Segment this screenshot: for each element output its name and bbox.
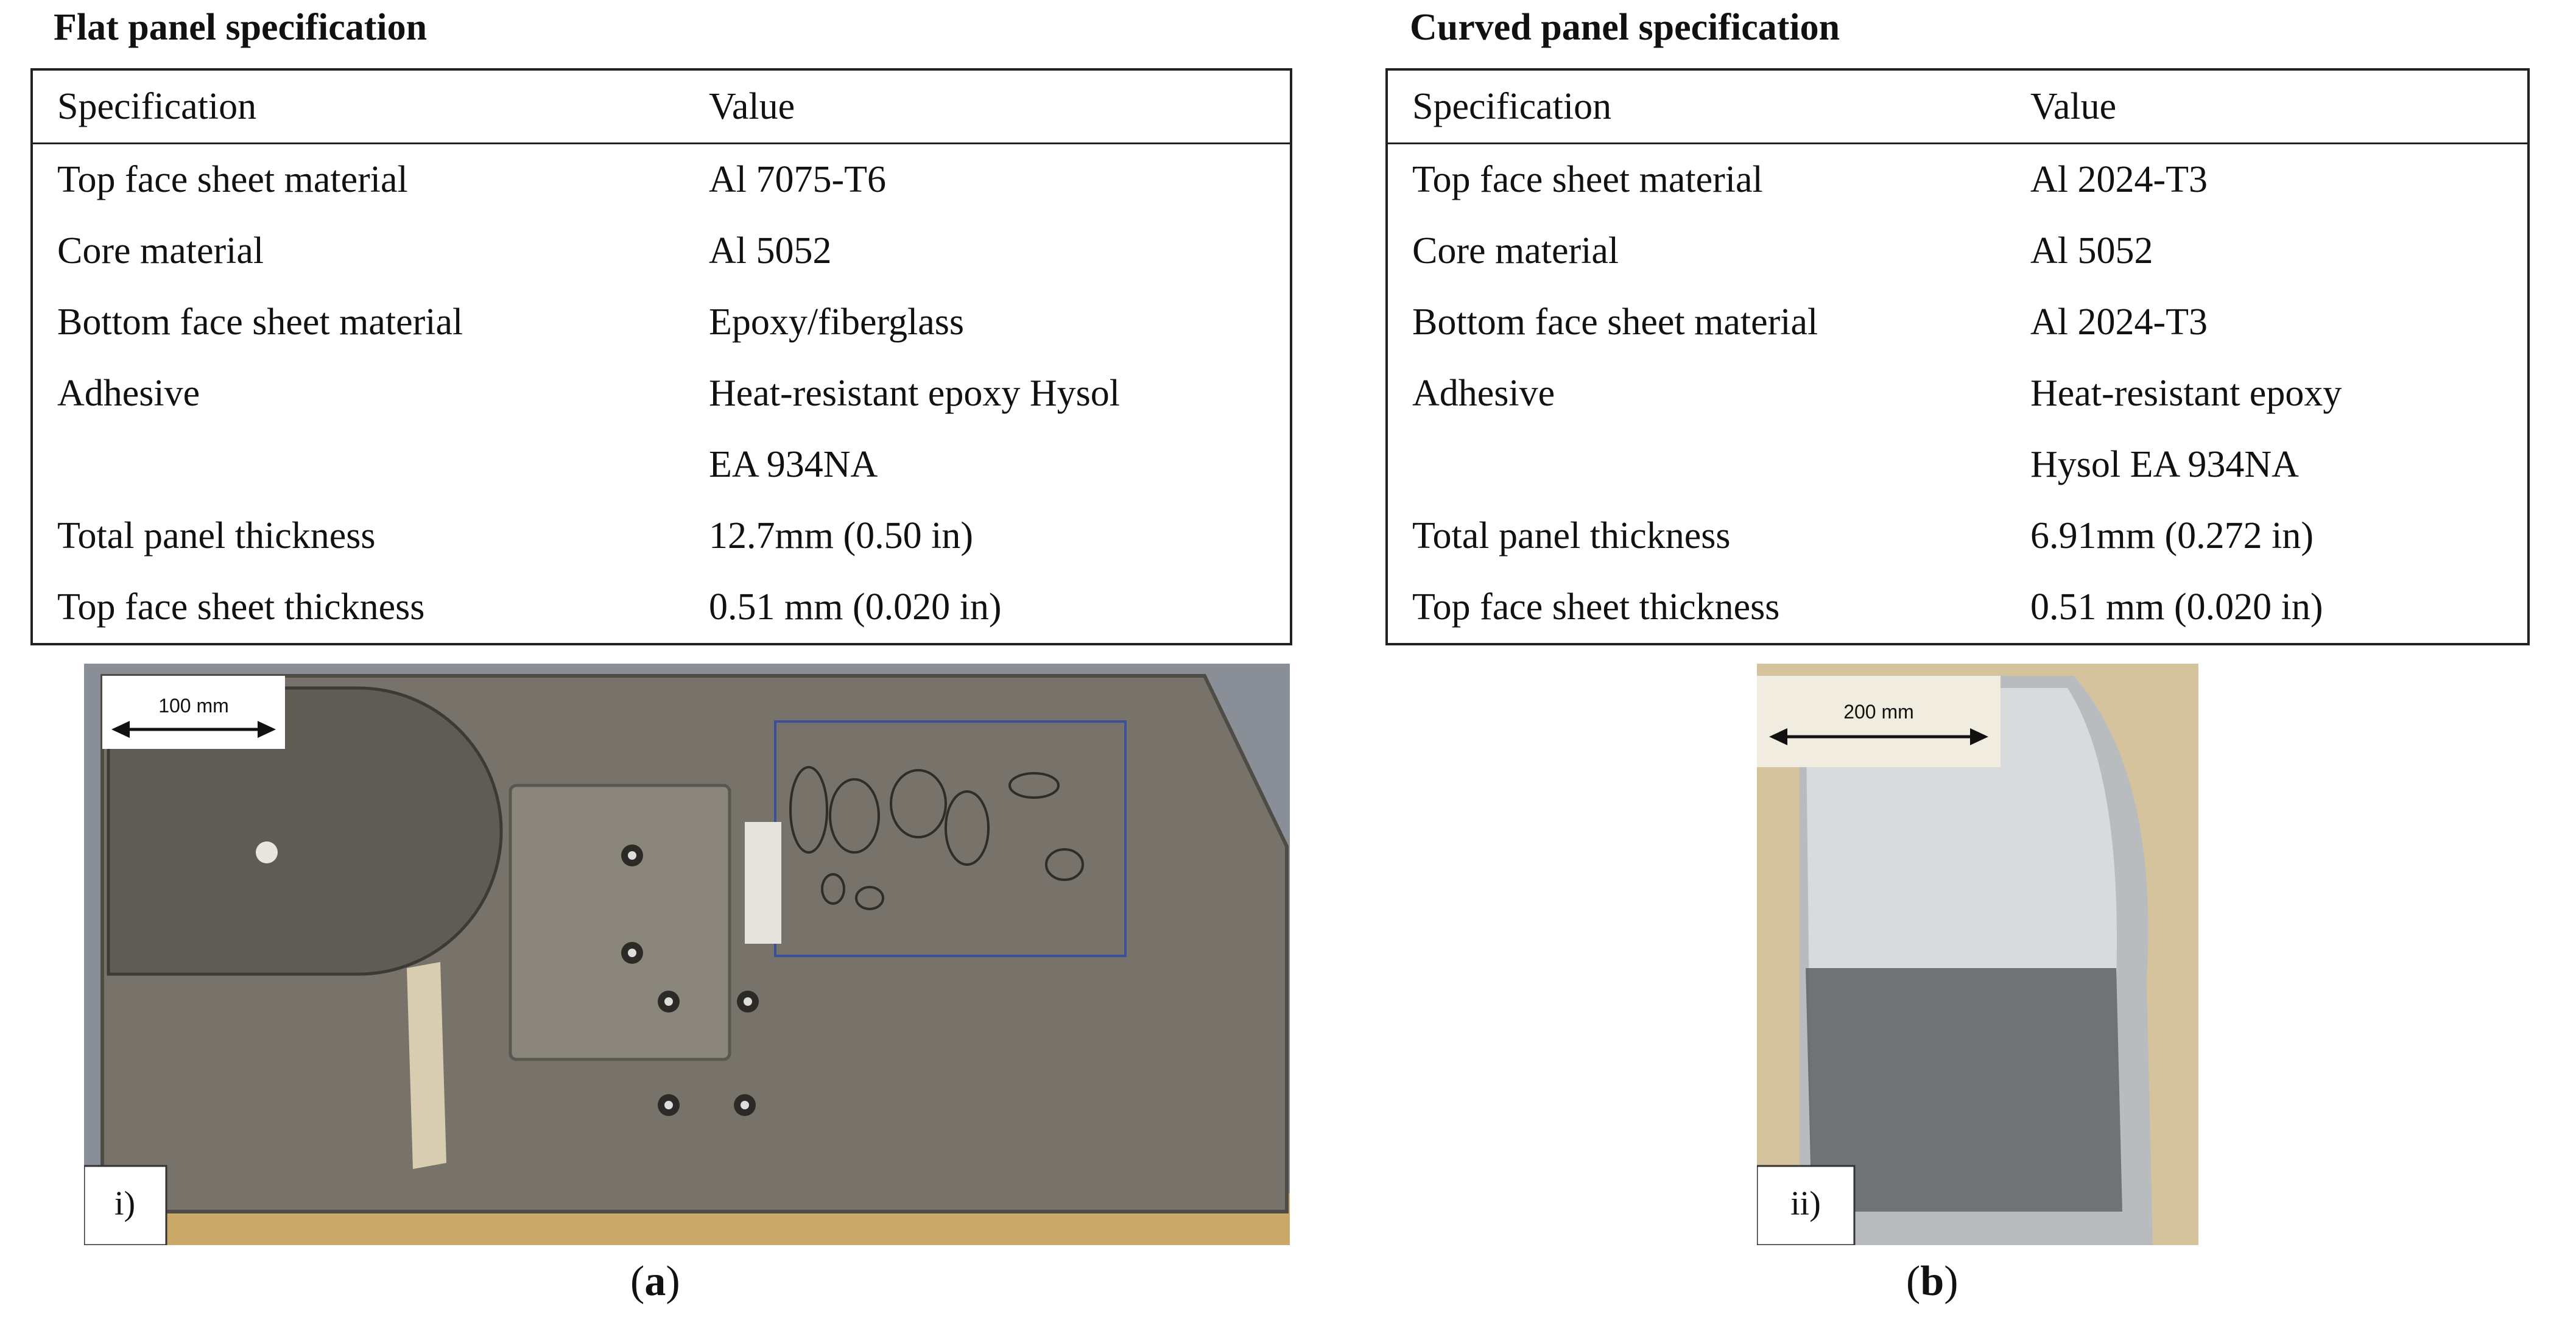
table-row <box>32 429 1291 500</box>
table-row <box>32 358 1291 429</box>
flat-panel-photo <box>84 664 1290 1245</box>
caption-letter: a <box>644 1258 666 1305</box>
spec-cell: Adhesive <box>1412 373 1555 414</box>
table-row <box>1387 216 2528 287</box>
table-row <box>32 216 1291 287</box>
curved-panel-spec-table <box>1385 68 2530 645</box>
table-header-row <box>1387 69 2528 144</box>
table-row <box>32 572 1291 644</box>
spec-cell: Bottom face sheet material <box>57 301 463 343</box>
table-header-row <box>32 69 1291 144</box>
spec-cell: Adhesive <box>57 373 200 414</box>
curved-panel-photo <box>1757 664 2198 1245</box>
figure-label-b <box>1906 1257 1958 1306</box>
spec-cell: Top face sheet material <box>57 159 408 200</box>
value-cell: EA 934NA <box>709 444 878 485</box>
curved-photo-label: ii) <box>1790 1185 1821 1223</box>
table-row <box>1387 144 2528 216</box>
value-cell: Hysol EA 934NA <box>2030 444 2299 485</box>
caption-open: ( <box>1906 1258 1921 1305</box>
flat-panel-spec-table <box>30 68 1292 645</box>
spec-cell: Core material <box>1412 230 1619 272</box>
spec-cell <box>32 429 684 500</box>
flat-panel-illustration <box>84 664 1290 1245</box>
caption-letter: b <box>1920 1258 1944 1305</box>
curved-panel-illustration <box>1757 664 2198 1245</box>
table-row <box>1387 429 2528 500</box>
value-cell: Al 7075-T6 <box>709 159 887 200</box>
spec-cell: Top face sheet thickness <box>57 586 425 628</box>
value-cell: 0.51 mm (0.020 in) <box>2030 586 2323 628</box>
spec-cell: Total panel thickness <box>1412 515 1731 556</box>
value-cell: Heat-resistant epoxy <box>2030 373 2342 414</box>
value-cell: Al 5052 <box>2030 230 2153 272</box>
header-specification: Specification <box>1387 69 2006 144</box>
spec-cell: Top face sheet material <box>1412 159 1763 200</box>
value-cell: Al 2024-T3 <box>2030 301 2208 343</box>
table-row <box>32 287 1291 358</box>
flat-photo-label: i) <box>114 1185 136 1223</box>
header-value: Value <box>2006 69 2528 144</box>
table-row <box>1387 572 2528 644</box>
value-cell: Heat-resistant epoxy Hysol <box>709 373 1120 414</box>
spec-cell: Total panel thickness <box>57 515 376 556</box>
value-cell: Al 5052 <box>709 230 832 272</box>
value-cell: 6.91mm (0.272 in) <box>2030 515 2314 556</box>
table-row <box>1387 500 2528 572</box>
value-cell: Epoxy/fiberglass <box>709 301 965 343</box>
flat-panel-title: Flat panel specification <box>54 7 428 48</box>
header-specification: Specification <box>32 69 684 144</box>
value-cell: 12.7mm (0.50 in) <box>709 515 973 556</box>
table-row <box>32 144 1291 216</box>
spec-cell <box>1387 429 2006 500</box>
caption-close: ) <box>1944 1258 1958 1305</box>
curved-panel-title: Curved panel specification <box>1410 7 1840 48</box>
table-row <box>1387 287 2528 358</box>
curved-scale-label: 200 mm <box>1843 701 1914 723</box>
value-cell: Al 2024-T3 <box>2030 159 2208 200</box>
header-value: Value <box>684 69 1291 144</box>
table-row <box>32 500 1291 572</box>
flat-scale-label: 100 mm <box>158 695 229 717</box>
spec-cell: Bottom face sheet material <box>1412 301 1818 343</box>
caption-close: ) <box>666 1258 680 1305</box>
figure-label-a <box>630 1257 680 1306</box>
caption-open: ( <box>630 1258 645 1305</box>
spec-cell: Core material <box>57 230 264 272</box>
value-cell: 0.51 mm (0.020 in) <box>709 586 1002 628</box>
table-row <box>1387 358 2528 429</box>
spec-cell: Top face sheet thickness <box>1412 586 1780 628</box>
